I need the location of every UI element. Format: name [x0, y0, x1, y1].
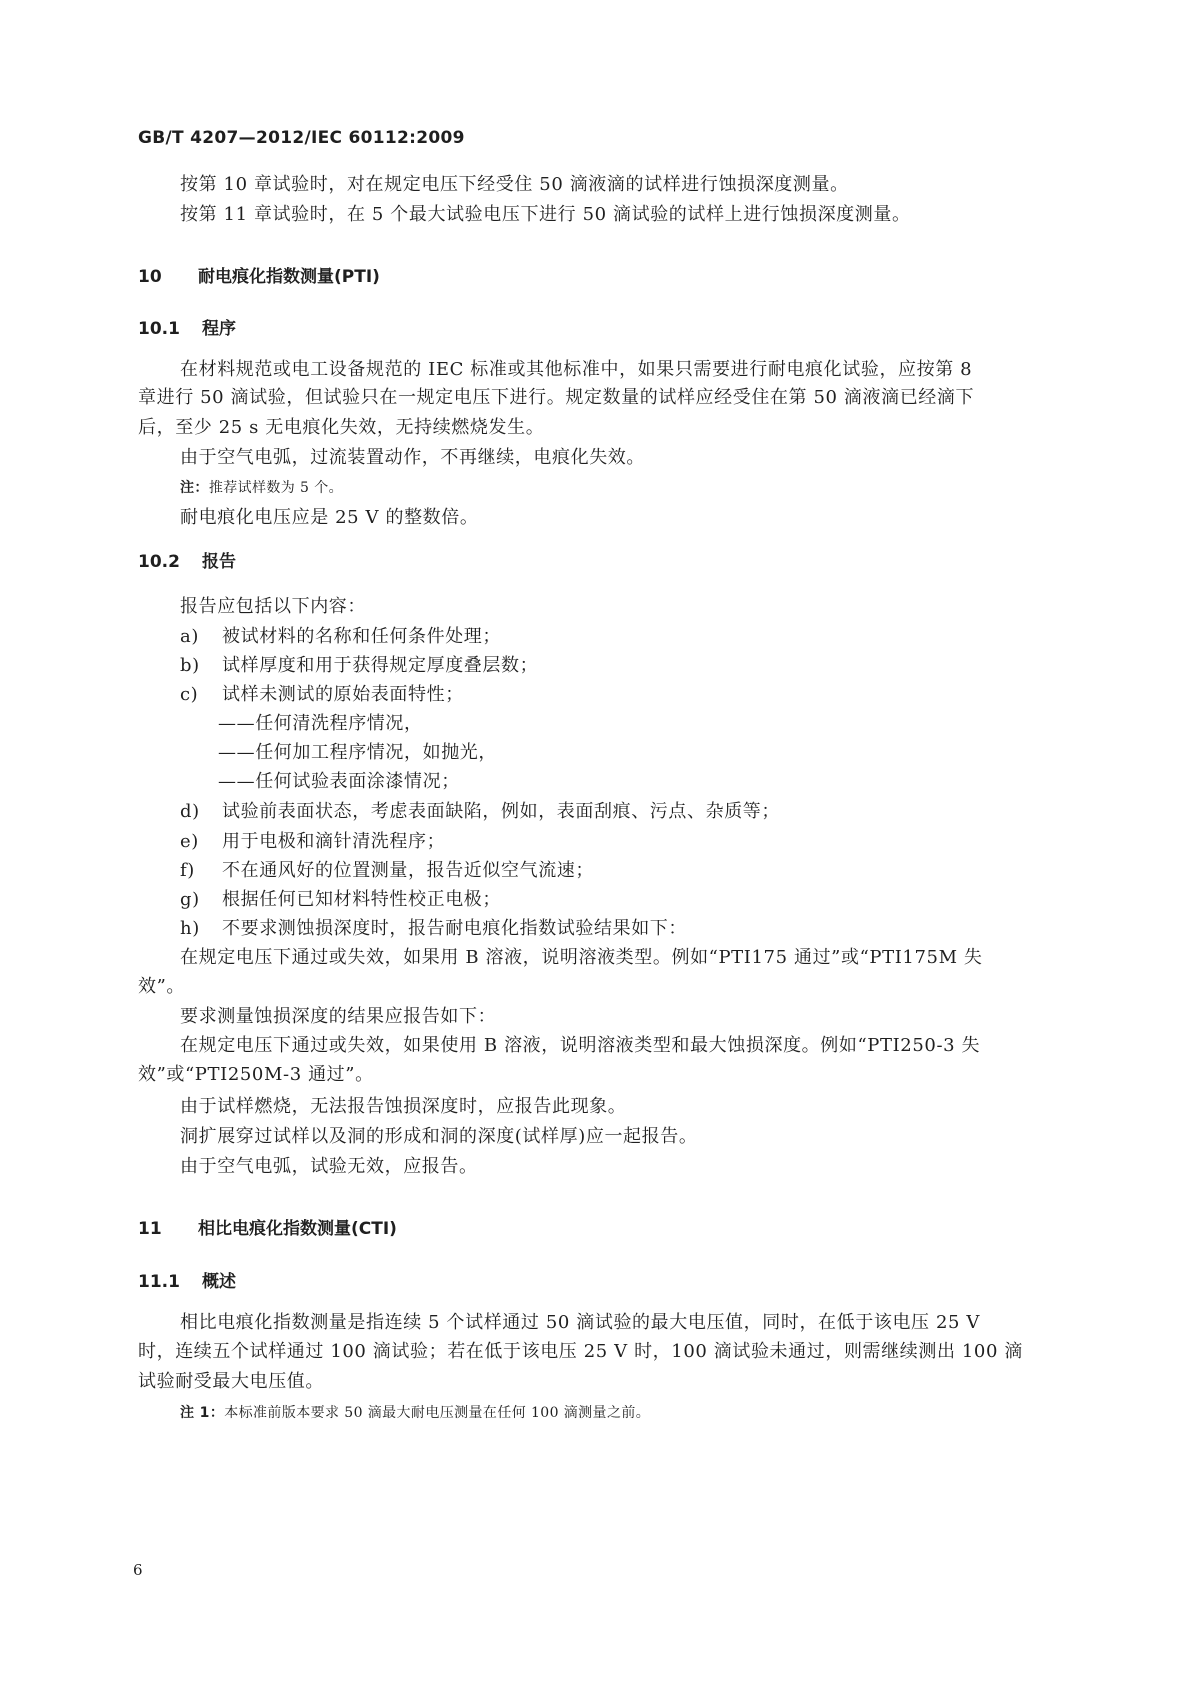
paragraph-line: 在材料规范或电工设备规范的 IEC 标准或其他标准中，如果只需要进行耐电痕化试验，应按第 8 [180, 359, 973, 380]
list-item-label: d) [180, 801, 200, 822]
note [180, 1402, 650, 1422]
list-item [180, 651, 538, 677]
list-item-label: b) [180, 655, 200, 676]
section-11-heading [138, 1214, 397, 1239]
list-item [180, 856, 594, 882]
paragraph-line: 耐电痕化电压应是 25 V 的整数倍。 [180, 507, 479, 528]
section-title: 相比电痕化指数测量(CTI) [198, 1219, 397, 1239]
subsection-title: 报告 [202, 552, 236, 572]
list-item-text: 不要求测蚀损深度时，报告耐电痕化指数试验结果如下： [222, 918, 687, 939]
section-10-heading [138, 262, 380, 287]
paragraph-line: 要求测量蚀损深度的结果应报告如下： [180, 1006, 497, 1027]
page-number: 6 [133, 1561, 143, 1579]
paragraph-line: 效”或“PTI250M-3 通过”。 [138, 1064, 374, 1085]
dash-item: ——任何试验表面涂漆情况； [218, 771, 460, 792]
list-item-label: h) [180, 918, 200, 939]
section-11-1-heading [138, 1267, 236, 1292]
section-title: 耐电痕化指数测量(PTI) [198, 267, 380, 287]
section-number: 10 [138, 267, 162, 287]
note-label: 注： [180, 480, 209, 496]
note-text: 本标准前版本要求 50 滴最大耐电压测量在任何 100 滴测量之前。 [224, 1405, 651, 1421]
dash-item: ——任何加工程序情况，如抛光， [218, 742, 497, 763]
subsection-number: 11.1 [138, 1272, 180, 1292]
intro-line-2: 按第 11 章试验时，在 5 个最大试验电压下进行 50 滴试验的试样上进行蚀损深度测量。 [180, 204, 911, 225]
paragraph-line: 相比电痕化指数测量是指连续 5 个试样通过 50 滴试验的最大电压值，同时，在低于该电压 25 V [180, 1312, 980, 1333]
list-item-text: 根据任何已知材料特性校正电极； [222, 889, 501, 910]
list-item-text: 试验前表面状态，考虑表面缺陷，例如，表面刮痕、污点、杂质等； [222, 801, 780, 822]
list-item-text: 不在通风好的位置测量，报告近似空气流速； [222, 860, 594, 881]
paragraph-line: 由于空气电弧，试验无效，应报告。 [180, 1156, 478, 1177]
section-10-1-heading [138, 314, 236, 339]
list-item [180, 885, 501, 911]
list-item-label: a) [180, 626, 199, 647]
note [180, 477, 343, 497]
list-item-text: 试样未测试的原始表面特性； [222, 684, 464, 705]
dash-item: ——任何清洗程序情况， [218, 713, 423, 734]
subsection-number: 10.2 [138, 552, 180, 572]
list-item [180, 827, 445, 853]
list-item-text: 被试材料的名称和任何条件处理； [222, 626, 501, 647]
section-number: 11 [138, 1219, 162, 1239]
paragraph-line: 在规定电压下通过或失效，如果用 B 溶液，说明溶液类型。例如“PTI175 通过”或“PTI175M 失 [180, 947, 983, 968]
paragraph-line: 章进行 50 滴试验，但试验只在一规定电压下进行。规定数量的试样应经受住在第 50 滴液滴已经滴下 [138, 387, 975, 408]
paragraph-line: 报告应包括以下内容： [180, 596, 366, 617]
note-label: 注 1： [180, 1405, 225, 1421]
paragraph-line: 时，连续五个试样通过 100 滴试验；若在低于该电压 25 V 时，100 滴试验未通过，则需继续测出 100 滴 [138, 1341, 1023, 1362]
paragraph-line: 由于试样燃烧，无法报告蚀损深度时，应报告此现象。 [180, 1096, 627, 1117]
subsection-number: 10.1 [138, 319, 180, 339]
standard-code-header: GB/T 4207—2012/IEC 60112:2009 [138, 128, 465, 148]
list-item [180, 622, 501, 648]
note-text: 推荐试样数为 5 个。 [208, 480, 344, 496]
paragraph-line: 由于空气电弧，过流装置动作，不再继续，电痕化失效。 [180, 447, 645, 468]
paragraph-line: 试验耐受最大电压值。 [138, 1371, 324, 1392]
intro-line-1: 按第 10 章试验时，对在规定电压下经受住 50 滴液滴的试样进行蚀损深度测量。 [180, 174, 849, 195]
paragraph-line: 在规定电压下通过或失效，如果使用 B 溶液，说明溶液类型和最大蚀损深度。例如“PTI250-3 失 [180, 1035, 981, 1056]
list-item-label: e) [180, 831, 199, 852]
list-item-label: g) [180, 889, 200, 910]
paragraph-line: 后，至少 25 s 无电痕化失效，无持续燃烧发生。 [138, 417, 545, 438]
paragraph-line: 效”。 [138, 976, 186, 997]
list-item [180, 680, 464, 706]
subsection-title: 程序 [202, 319, 236, 339]
list-item [180, 797, 780, 823]
list-item [180, 914, 687, 940]
subsection-title: 概述 [202, 1272, 236, 1292]
list-item-label: c) [180, 684, 199, 705]
list-item-text: 用于电极和滴针清洗程序； [222, 831, 446, 852]
section-10-2-heading [138, 547, 236, 572]
paragraph-line: 洞扩展穿过试样以及洞的形成和洞的深度(试样厚)应一起报告。 [180, 1126, 698, 1147]
list-item-label: f) [180, 860, 195, 881]
list-item-text: 试样厚度和用于获得规定厚度叠层数； [222, 655, 539, 676]
